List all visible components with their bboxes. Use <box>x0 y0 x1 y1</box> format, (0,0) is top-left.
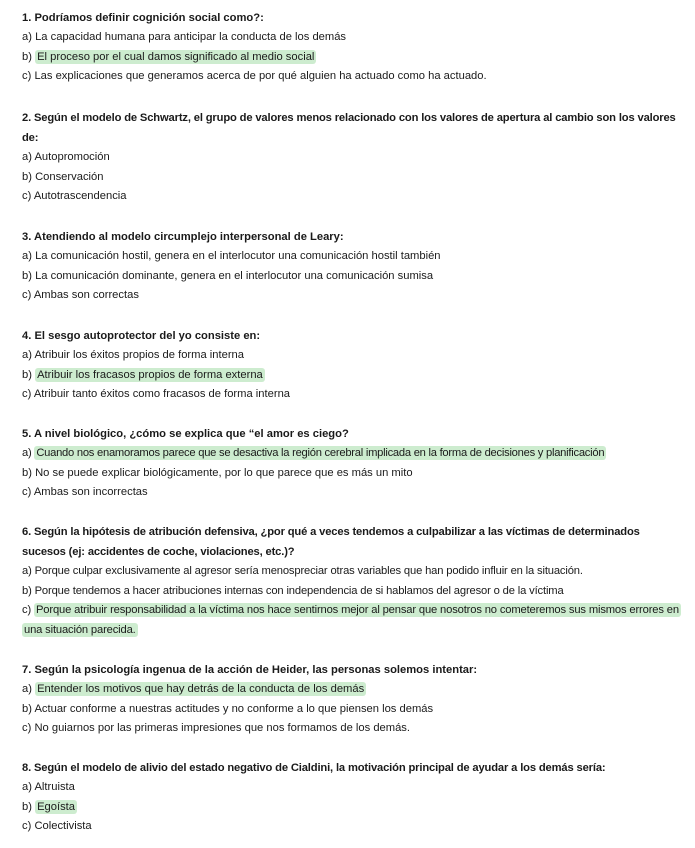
highlighted-answer: El proceso por el cual damos significado al medio social <box>37 50 315 63</box>
question-6-option-a: a) Porque culpar exclusivamente al agresor sería menospreciar otras variables que han podido influir en la situación. <box>22 565 583 577</box>
question-3-option-c: c) Ambas son correctas <box>22 289 139 302</box>
question-8-title: 8. Según el modelo de alivio del estado negativo de Cialdini, la motivación principal de ayudar a los demás sería: <box>22 762 606 774</box>
question-2-title: 2. Según el modelo de Schwartz, el grupo de valores menos relacionado con los valores de apertura al cambio son los valores de: <box>22 112 676 144</box>
question-2-option-b: b) Conservación <box>22 170 104 183</box>
question-6-option-c: c) Porque atribuir responsabilidad a la víctima nos hace sentirnos mejor al pensar que nosotros no cometeremos sus mismos errores en una situación parecida. <box>22 604 679 636</box>
question-4-option-c: c) Atribuir tanto éxitos como fracasos de forma interna <box>22 388 291 401</box>
question-1-title: 1. Podríamos definir cognición social como?: <box>22 12 264 24</box>
question-2-option-c: c) Autotrascendencia <box>22 190 127 203</box>
question-5-title: 5. A nivel biológico, ¿cómo se explica que “el amor es ciego? <box>22 428 349 440</box>
question-8-option-b: b) Egoísta <box>22 800 76 813</box>
question-7-title: 7. Según la psicología ingenua de la acción de Heider, las personas solemos intentar: <box>22 664 478 676</box>
highlighted-answer: Porque atribuir responsabilidad a la víctima nos hace sentirnos mejor al pensar que nosotros no cometeremos sus mismos errores en una situación parecida. <box>24 604 679 636</box>
question-3-title: 3. Atendiendo al modelo circumplejo interpersonal de Leary: <box>22 231 344 243</box>
highlighted-answer: Entender los motivos que hay detrás de la conducta de los demás <box>37 683 365 695</box>
question-3-option-b: b) La comunicación dominante, genera en el interlocutor una comunicación sumisa <box>22 269 434 282</box>
question-1-option-b: b) El proceso por el cual damos significado al medio social <box>22 50 315 63</box>
question-6-option-b: b) Porque tendemos a hacer atribuciones internas con independencia de si hablamos del agresor o de la víctima <box>22 584 564 597</box>
question-2-option-a: a) Autopromoción <box>22 151 110 163</box>
highlighted-answer: Egoísta <box>37 800 76 813</box>
question-7-option-a: a) Entender los motivos que hay detrás de la conducta de los demás <box>22 683 365 695</box>
highlighted-answer: Cuando nos enamoramos parece que se desactiva la región cerebral implicada en la forma de decisiones y planificación <box>36 447 605 459</box>
question-5-option-c: c) Ambas son incorrectas <box>22 486 148 499</box>
question-3-option-a: a) La comunicación hostil, genera en el interlocutor una comunicación hostil también <box>22 250 441 262</box>
question-8-option-c: c) Colectivista <box>22 820 92 833</box>
question-7-option-c: c) No guiarnos por las primeras impresiones que nos formamos de los demás. <box>22 722 411 735</box>
question-6-title: 6. Según la hipótesis de atribución defensiva, ¿por qué a veces tendemos a culpabilizar a las víctimas de determinados sucesos (ej: accidentes de coche, violaciones, etc.)? <box>22 526 640 558</box>
question-4-option-b: b) Atribuir los fracasos propios de forma externa <box>22 368 263 381</box>
question-5-option-a: a) Cuando nos enamoramos parece que se desactiva la región cerebral implicada en la forma de decisiones y planificación <box>22 447 605 459</box>
question-7 <box>22 660 682 739</box>
question-3 <box>22 227 682 306</box>
highlighted-answer: Atribuir los fracasos propios de forma externa <box>37 368 263 381</box>
question-1 <box>22 8 682 87</box>
question-7-option-b: b) Actuar conforme a nuestras actitudes y no conforme a lo que piensen los demás <box>22 702 434 715</box>
question-1-option-a: a) La capacidad humana para anticipar la conducta de los demás <box>22 31 347 43</box>
question-4 <box>22 326 682 405</box>
question-4-option-a: a) Atribuir los éxitos propios de forma interna <box>22 349 245 361</box>
question-5 <box>22 424 682 503</box>
question-1-option-c: c) Las explicaciones que generamos acerca de por qué alguien ha actuado como ha actuado. <box>22 70 487 83</box>
question-4-title: 4. El sesgo autoprotector del yo consiste en: <box>22 330 261 342</box>
question-5-option-b: b) No se puede explicar biológicamente, por lo que parece que es más un mito <box>22 466 413 479</box>
question-2 <box>22 108 682 207</box>
question-6 <box>22 522 682 640</box>
question-8 <box>22 758 682 837</box>
question-8-option-a: a) Altruista <box>22 781 75 793</box>
